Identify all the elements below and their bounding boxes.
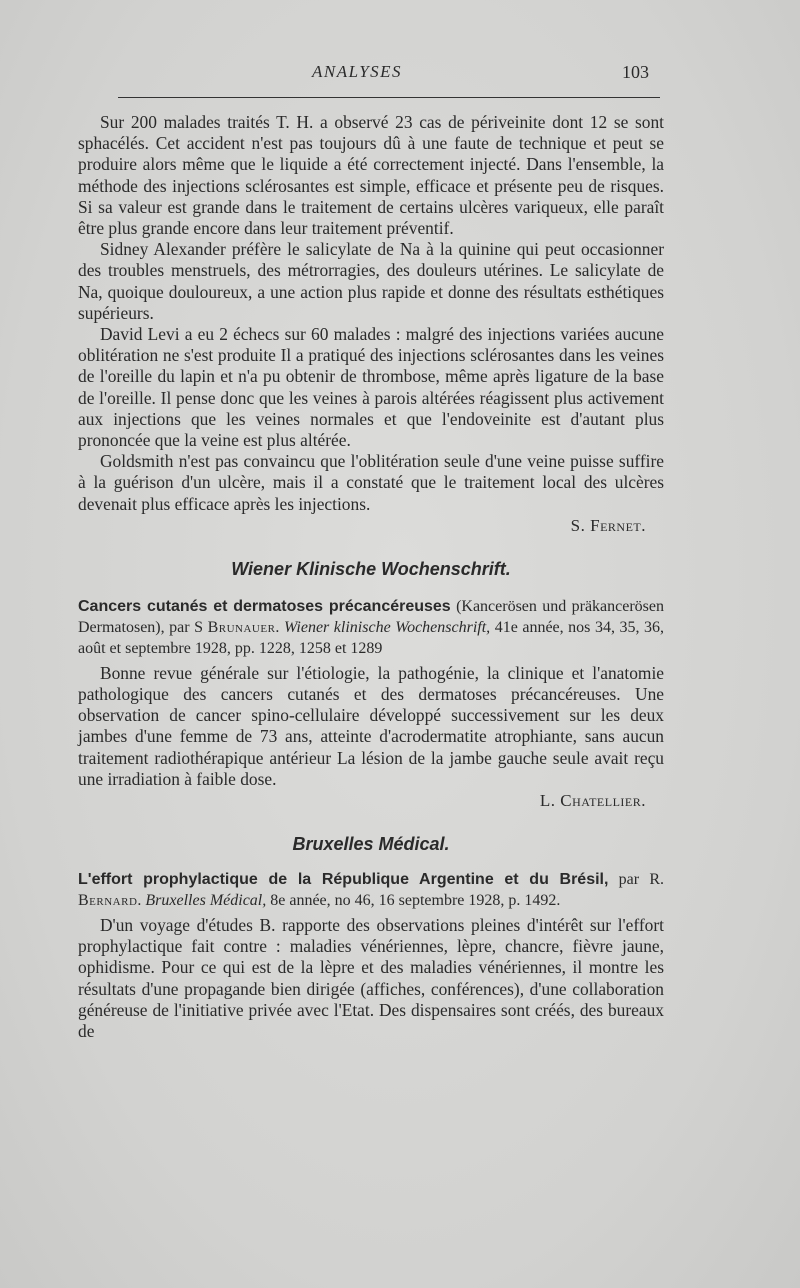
- article-reference-effort: [78, 869, 664, 911]
- signature-fernet: S. Fernet.: [570, 515, 646, 535]
- section-periveinite: [78, 112, 664, 537]
- paragraph-periveinite: Sur 200 malades traités T. H. a observé 23 cas de périveinite dont 12 se sont sphacélés. Cet accident n'est pas toujours dû à une faute de technique et peut se produire alors même que le liquide a été correctement injecté. Dans l'ensemble, la méthode des injections sclérosantes est simple, efficace et présente peu de risques. Si sa valeur est grande dans le traitement de certains ulcères variqueux, elle paraît être plus grande encore dans leur traitement préventif.: [78, 112, 664, 239]
- page-body: [78, 112, 664, 1042]
- journal-heading-wiener: Wiener Klinische Wochenschrift.: [231, 558, 511, 579]
- author-brunauer: Brunauer: [207, 618, 276, 636]
- paragraph-alexander: Sidney Alexander préfère le salicylate de Na à la quinine qui peut occasionner des troubles menstruels, des métrorragies, des douleurs utérines. Le salicylate de Na, quoique douloureux, a une action plus rapide et donne des résultats esthétiques supérieurs.: [78, 239, 664, 323]
- reference-part: (Kancerösen und präkancerösen Dermatosen), par S: [78, 597, 665, 636]
- paragraph-revue-generale: Bonne revue générale sur l'étiologie, la pathogénie, la clinique et l'anatomie pathologique des cancers cutanés et des dermatoses précancéreuses. Une observation de cancer spino-cellulaire développé successivement sur les deux jambes d'une femme de 73 ans, atteinte d'acrodermatite atrophiante, sans aucun traitement radiothérapique antérieur La lésion de la jambe gauche seule avait reçu une irradiation à faible dose.: [78, 662, 664, 789]
- paragraph-voyage-etudes: D'un voyage d'études B. rapporte des observations pleines d'intérêt sur l'effort prophylactique fait contre : maladies vénériennes, lèpre, chancre, fièvre jaune, ophidisme. Pour ce qui est de la lèpre et des maladies vénériennes, il montre les résultats d'une propagande bien dirigée (affiches, conférences), d'une collaboration généreuse de l'initiative privée avec l'Etat. Des dispensaires sont créés, des bureaux de: [78, 915, 664, 1042]
- journal-heading-bruxelles: Bruxelles Médical.: [292, 834, 450, 855]
- running-head: [0, 62, 800, 86]
- paragraph-goldsmith: Goldsmith n'est pas convaincu que l'oblitération seule d'une veine puisse suffire à la guérison d'un ulcère, mais il a constaté que le traitement local des ulcères devenait plus efficace après les injections.: [78, 451, 664, 514]
- section-cancers-cutanes: [78, 596, 664, 812]
- reference-part: .: [275, 618, 284, 636]
- reference-part: .: [137, 892, 146, 910]
- paragraph-levi: David Levi a eu 2 échecs sur 60 malades : malgré des injections variées aucune oblitération ne s'est produite Il a pratiqué des injections sclérosantes dans les veines de l'oreille du lapin et n'a pu obtenir de thrombose, même après ligature de la base de l'oreille. Il pense donc que les veines à parois altérées réagissent plus activement aux injections que les veines normales et que l'endoveinite est d'autant plus prononcée que la veine est plus altérée.: [78, 324, 664, 451]
- running-title: ANALYSES: [312, 62, 403, 81]
- article-reference-cancers: [78, 596, 664, 659]
- reference-part: 8e année, no 46, 16 septembre 1928, p. 1492.: [266, 892, 561, 910]
- article-title-effort: L'effort prophylactique de la République Argentine et du Brésil,: [78, 871, 609, 889]
- page-number: 103: [622, 62, 649, 82]
- reference-part: par R.: [608, 871, 664, 889]
- reference-part: 41e année, nos 34, 35, 36, août et septembre 1928, pp. 1228, 1258 et 1289: [78, 618, 665, 657]
- section-effort-prophylactique: [78, 869, 664, 1042]
- journal-citation-wiener: Wiener klinische Wochenschrift,: [283, 618, 491, 636]
- article-title-cancers: Cancers cutanés et dermatoses précancéreuses: [78, 597, 451, 615]
- header-rule: [118, 97, 660, 98]
- signature-chatellier: L. Chatellier.: [539, 791, 646, 811]
- author-bernard: Bernard: [78, 892, 138, 910]
- journal-citation-bruxelles: Bruxelles Médical,: [145, 892, 267, 910]
